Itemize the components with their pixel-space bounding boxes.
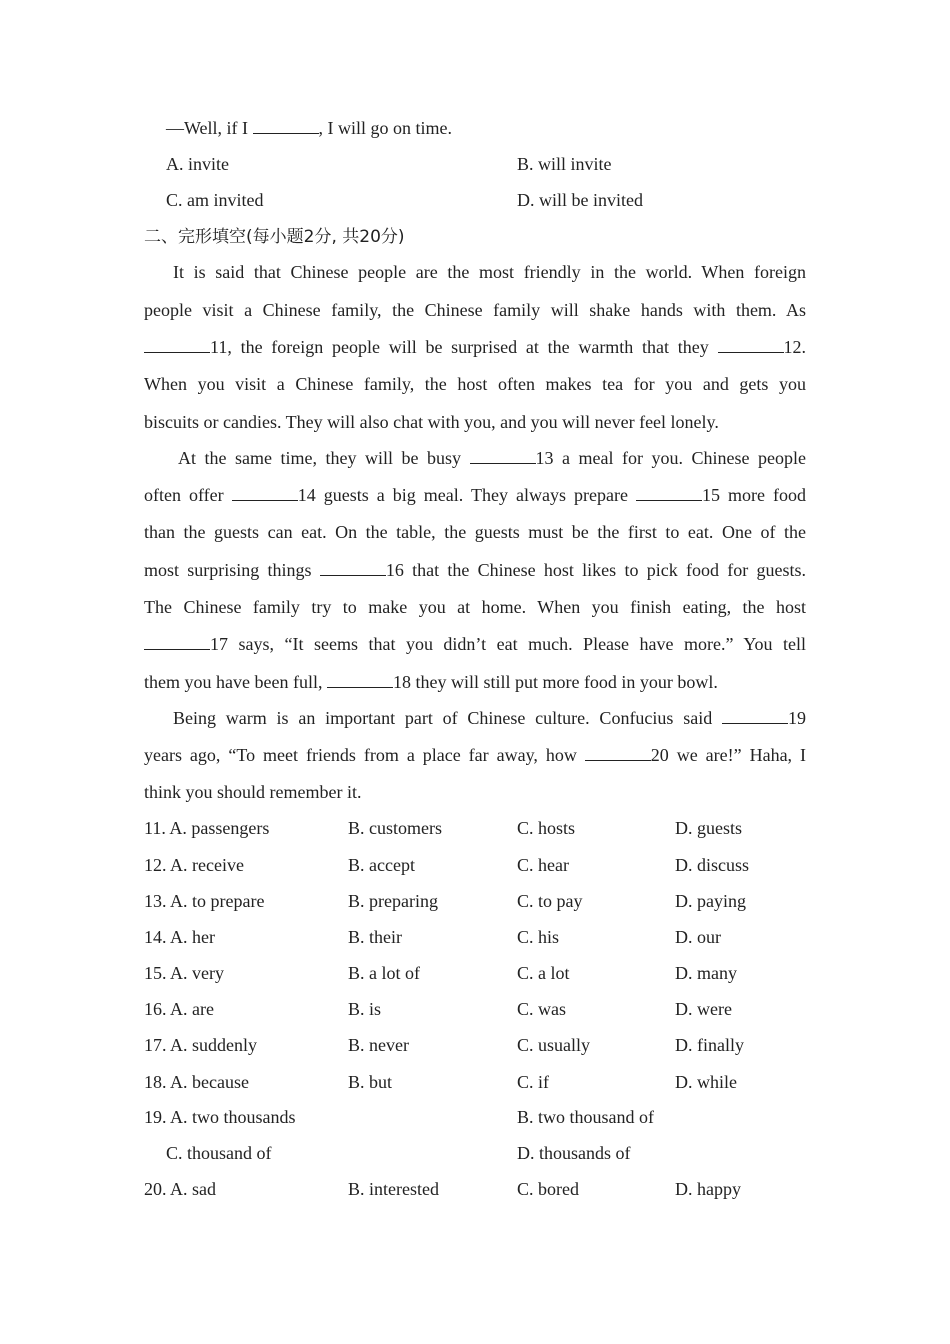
answer-blank-14[interactable] bbox=[232, 484, 298, 501]
option-b-label: B. accept bbox=[348, 855, 415, 875]
passage-text: At the same time, they will be busy bbox=[178, 448, 470, 468]
passage-line bbox=[144, 671, 718, 693]
question-15-option-b[interactable] bbox=[348, 962, 420, 984]
passage-line bbox=[144, 484, 806, 506]
question-number: 19. bbox=[144, 1107, 167, 1127]
option-c[interactable]: C. thousand of bbox=[166, 1143, 272, 1163]
question-12-option-c[interactable] bbox=[517, 854, 569, 876]
option-a-label: A. because bbox=[170, 1072, 249, 1092]
question-13-option-b[interactable] bbox=[348, 890, 438, 912]
passage-text: 16 that the Chinese host likes to pick food for guests. bbox=[385, 560, 806, 580]
question-13-option-a[interactable] bbox=[144, 890, 264, 912]
option-c-label: C. bored bbox=[517, 1179, 579, 1199]
question-19-option[interactable] bbox=[144, 1106, 296, 1128]
question-11-option-b[interactable] bbox=[348, 817, 442, 839]
q10-option-b[interactable]: B. will invite bbox=[517, 154, 612, 174]
question-number: 20. bbox=[144, 1179, 167, 1199]
question-12-option-a[interactable] bbox=[144, 854, 244, 876]
question-14-option-b[interactable] bbox=[348, 926, 402, 948]
passage-line: The Chinese family try to make you at home. When you finish eating, the host bbox=[144, 597, 806, 617]
answer-blank-20[interactable] bbox=[585, 744, 651, 761]
answer-blank-13[interactable] bbox=[470, 447, 536, 464]
passage-line: When you visit a Chinese family, the host often makes tea for you and gets you bbox=[144, 374, 806, 394]
question-15-option-c[interactable] bbox=[517, 962, 570, 984]
question-number: 12. bbox=[144, 855, 167, 875]
question-19-option[interactable] bbox=[517, 1142, 631, 1164]
option-b-label: B. a lot of bbox=[348, 963, 420, 983]
option-c-label: C. a lot bbox=[517, 963, 570, 983]
option-b-label: B. never bbox=[348, 1035, 409, 1055]
option-a-label: A. very bbox=[170, 963, 224, 983]
option-b-label: B. is bbox=[348, 999, 382, 1019]
passage-text: Being warm is an important part of Chinese culture. Confucius said bbox=[173, 708, 722, 728]
answer-blank-17[interactable] bbox=[144, 633, 210, 650]
question-16-option-a[interactable] bbox=[144, 998, 214, 1020]
option-d-label: D. happy bbox=[675, 1179, 741, 1199]
answer-blank-11[interactable] bbox=[144, 336, 210, 353]
passage-line bbox=[178, 447, 806, 469]
question-15-option-a[interactable] bbox=[144, 962, 224, 984]
question-17-option-b[interactable] bbox=[348, 1034, 409, 1056]
question-12-option-d[interactable] bbox=[675, 854, 749, 876]
passage-text: years ago, “To meet friends from a place far away, how bbox=[144, 745, 585, 765]
passage-text: 18 they will still put more food in your bowl. bbox=[392, 672, 718, 692]
passage-line: people visit a Chinese family, the Chinese family will shake hands with them. As bbox=[144, 300, 806, 320]
option-c-label: C. usually bbox=[517, 1035, 591, 1055]
section-heading: 二、完形填空(每小题2分, 共20分) bbox=[144, 227, 405, 247]
question-11-option-a[interactable] bbox=[144, 817, 269, 839]
question-17-option-c[interactable] bbox=[517, 1034, 590, 1056]
q10-option-d[interactable]: D. will be invited bbox=[517, 190, 643, 210]
passage-line: It is said that Chinese people are the most friendly in the world. When foreign bbox=[173, 262, 806, 282]
option-d-label: D. while bbox=[675, 1072, 737, 1092]
q10-stem-before: —Well, if I bbox=[166, 118, 253, 138]
option-a-label: A. passengers bbox=[169, 818, 270, 838]
option-b[interactable]: B. two thousand of bbox=[517, 1107, 654, 1127]
passage-text: 19 bbox=[788, 708, 806, 728]
question-18-option-c[interactable] bbox=[517, 1071, 549, 1093]
q10-stem bbox=[166, 117, 452, 139]
option-a-label: A. to prepare bbox=[170, 891, 265, 911]
option-c-label: C. if bbox=[517, 1072, 550, 1092]
answer-blank[interactable] bbox=[253, 117, 319, 134]
option-c-label: C. hear bbox=[517, 855, 569, 875]
passage-line bbox=[144, 336, 806, 358]
question-number: 11. bbox=[144, 818, 166, 838]
option-d-label: D. were bbox=[675, 999, 732, 1019]
question-20-option-a[interactable] bbox=[144, 1178, 216, 1200]
question-number: 15. bbox=[144, 963, 167, 983]
question-19-option[interactable] bbox=[166, 1142, 272, 1164]
question-14-option-c[interactable] bbox=[517, 926, 559, 948]
option-c-label: C. to pay bbox=[517, 891, 583, 911]
question-11-option-d[interactable] bbox=[675, 817, 742, 839]
option-b-label: B. but bbox=[348, 1072, 393, 1092]
question-16-option-b[interactable] bbox=[348, 998, 381, 1020]
question-18-option-b[interactable] bbox=[348, 1071, 392, 1093]
q10-option-c[interactable]: C. am invited bbox=[166, 190, 264, 210]
passage-line: think you should remember it. bbox=[144, 782, 362, 802]
option-c-label: C. was bbox=[517, 999, 566, 1019]
option-d-label: D. finally bbox=[675, 1035, 744, 1055]
option-b-label: B. interested bbox=[348, 1179, 439, 1199]
option-a[interactable]: A. two thousands bbox=[170, 1107, 296, 1127]
passage-text: 12. bbox=[783, 337, 806, 357]
passage-text: 15 more food bbox=[701, 485, 806, 505]
question-20-option-b[interactable] bbox=[348, 1178, 439, 1200]
option-a-label: A. sad bbox=[170, 1179, 217, 1199]
question-20-option-d[interactable] bbox=[675, 1178, 741, 1200]
question-number: 17. bbox=[144, 1035, 167, 1055]
question-number: 13. bbox=[144, 891, 167, 911]
option-d-label: D. guests bbox=[675, 818, 742, 838]
option-a-label: A. receive bbox=[170, 855, 244, 875]
question-number: 14. bbox=[144, 927, 167, 947]
question-18-option-d[interactable] bbox=[675, 1071, 737, 1093]
passage-line bbox=[144, 559, 806, 581]
question-14-option-d[interactable] bbox=[675, 926, 721, 948]
question-number: 18. bbox=[144, 1072, 167, 1092]
passage-line: biscuits or candies. They will also chat with you, and you will never feel lonely. bbox=[144, 412, 719, 432]
passage-text: 17 says, “It seems that you didn’t eat much. Please have more.” You tell bbox=[210, 634, 806, 654]
q10-option-a[interactable]: A. invite bbox=[166, 154, 229, 174]
option-d[interactable]: D. thousands of bbox=[517, 1143, 631, 1163]
question-13-option-d[interactable] bbox=[675, 890, 746, 912]
passage-text: 20 we are!” Haha, I bbox=[650, 745, 806, 765]
passage-text: 13 a meal for you. Chinese people bbox=[535, 448, 806, 468]
option-d-label: D. many bbox=[675, 963, 737, 983]
option-a-label: A. are bbox=[170, 999, 214, 1019]
answer-blank-16[interactable] bbox=[320, 559, 386, 576]
passage-line bbox=[173, 707, 806, 729]
option-b-label: B. their bbox=[348, 927, 402, 947]
passage-text: most surprising things bbox=[144, 560, 320, 580]
option-c-label: C. his bbox=[517, 927, 560, 947]
question-13-option-c[interactable] bbox=[517, 890, 583, 912]
question-16-option-c[interactable] bbox=[517, 998, 566, 1020]
option-d-label: D. discuss bbox=[675, 855, 750, 875]
option-b-label: B. preparing bbox=[348, 891, 438, 911]
question-11-option-c[interactable] bbox=[517, 817, 575, 839]
passage-text: often offer bbox=[144, 485, 232, 505]
question-19-option[interactable] bbox=[517, 1106, 654, 1128]
answer-blank-19[interactable] bbox=[722, 707, 788, 724]
question-17-option-d[interactable] bbox=[675, 1034, 744, 1056]
passage-text: 11, the foreign people will be surprised at the warmth that they bbox=[210, 337, 718, 357]
option-d-label: D. our bbox=[675, 927, 721, 947]
question-14-option-a[interactable] bbox=[144, 926, 215, 948]
answer-blank-15[interactable] bbox=[636, 484, 702, 501]
option-a-label: A. her bbox=[170, 927, 215, 947]
passage-text: them you have been full, bbox=[144, 672, 327, 692]
answer-blank-18[interactable] bbox=[327, 671, 393, 688]
question-12-option-b[interactable] bbox=[348, 854, 415, 876]
question-15-option-d[interactable] bbox=[675, 962, 737, 984]
question-16-option-d[interactable] bbox=[675, 998, 732, 1020]
option-c-label: C. hosts bbox=[517, 818, 576, 838]
question-18-option-a[interactable] bbox=[144, 1071, 249, 1093]
passage-line bbox=[144, 744, 806, 766]
passage-line: than the guests can eat. On the table, the guests must be the first to eat. One of the bbox=[144, 522, 806, 542]
passage-line bbox=[144, 633, 806, 655]
question-17-option-a[interactable] bbox=[144, 1034, 257, 1056]
option-d-label: D. paying bbox=[675, 891, 746, 911]
answer-blank-12[interactable] bbox=[718, 336, 784, 353]
option-b-label: B. customers bbox=[348, 818, 442, 838]
question-20-option-c[interactable] bbox=[517, 1178, 579, 1200]
question-number: 16. bbox=[144, 999, 167, 1019]
passage-text: 14 guests a big meal. They always prepare bbox=[297, 485, 636, 505]
q10-stem-after: , I will go on time. bbox=[318, 118, 453, 138]
option-a-label: A. suddenly bbox=[170, 1035, 258, 1055]
